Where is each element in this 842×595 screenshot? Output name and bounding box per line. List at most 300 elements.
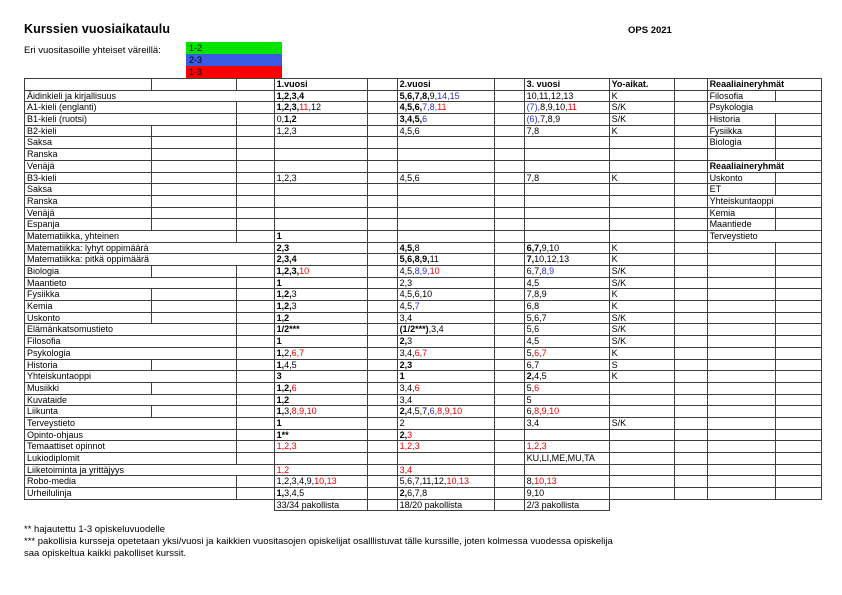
spacer-cell [494, 441, 524, 453]
spacer-cell [494, 277, 524, 289]
yo-cell: S/K [609, 102, 674, 114]
subject-cell [236, 219, 274, 231]
year1-cell [274, 230, 367, 242]
yo-cell: S/K [609, 336, 674, 348]
year1-cell [274, 312, 367, 324]
table-row [25, 242, 822, 254]
table-row [25, 429, 822, 441]
spacer-cell [674, 453, 707, 465]
course-schedule-table [24, 78, 822, 511]
subject-cell: Saksa [25, 137, 152, 149]
year2-cell [397, 114, 494, 126]
spacer-cell [674, 79, 707, 91]
subject-cell [236, 289, 274, 301]
spacer-cell [367, 207, 397, 219]
subject-cell [236, 394, 274, 406]
cell-text: 5,6,7 [526, 312, 547, 323]
subject-cell [151, 230, 236, 242]
cell-text: 11 [429, 254, 439, 265]
spacer-cell [494, 219, 524, 231]
cell-text: 7,8 [526, 125, 540, 136]
year3-cell [524, 488, 609, 500]
cell-text: 1,2 [276, 394, 290, 405]
subject-cell [151, 219, 236, 231]
yo-cell: S/K [609, 114, 674, 126]
spacer-cell [367, 254, 397, 266]
reaali-cell [776, 230, 822, 242]
reaali-cell [776, 382, 822, 394]
reaali-cell [707, 336, 776, 348]
cell-text: 8,9 [541, 266, 555, 277]
cell-text: 6,7, [526, 242, 542, 253]
subject-cell [236, 359, 274, 371]
spacer-cell [367, 266, 397, 278]
reaali-cell [707, 476, 776, 488]
cell-text: 10,12,13 [534, 254, 570, 265]
reaali-cell [776, 254, 822, 266]
subject-cell [151, 382, 236, 394]
reaali-cell [707, 394, 776, 406]
subject-cell [151, 160, 236, 172]
reaali-cell [707, 441, 776, 453]
subject-cell [236, 324, 274, 336]
spacer-cell [494, 242, 524, 254]
cell-text: 2 [399, 417, 405, 428]
reaali-cell [776, 242, 822, 254]
reaali-cell: Biologia [707, 137, 776, 149]
cell-text: (1/2***) [399, 324, 429, 335]
year3-cell [524, 219, 609, 231]
subject-cell [151, 394, 236, 406]
subject-cell [151, 324, 236, 336]
year1-cell [274, 289, 367, 301]
spacer-cell [494, 406, 524, 418]
year3-cell [524, 371, 609, 383]
table-row [25, 336, 822, 348]
subject-cell: Äidinkieli ja kirjallisuus [25, 90, 152, 102]
cell-text: 11 [437, 102, 447, 113]
cell-text: (7), [526, 102, 541, 113]
year2-cell [397, 254, 494, 266]
year2-cell [397, 382, 494, 394]
reaali-cell [776, 312, 822, 324]
cell-text: 5,6,7,8, [399, 90, 430, 101]
spacer-cell [494, 266, 524, 278]
cell-text: 3,4 [399, 312, 413, 323]
spacer-cell [674, 382, 707, 394]
cell-text: 5,6,8,9, [399, 254, 430, 265]
subject-cell [236, 230, 274, 242]
subject-cell [236, 453, 274, 465]
year1-cell [274, 195, 367, 207]
subject-cell [236, 429, 274, 441]
subject-cell: Uskonto [25, 312, 152, 324]
cell-text: 6,7 [534, 347, 547, 358]
cell-text: 2,3 [399, 359, 413, 370]
year2-cell [397, 172, 494, 184]
spacer-cell [674, 266, 707, 278]
spacer-cell [674, 254, 707, 266]
yo-header: Yo-aikat. [609, 79, 674, 91]
year3-cell [524, 429, 609, 441]
spacer-cell [674, 324, 707, 336]
subject-cell [151, 429, 236, 441]
year3-cell [524, 207, 609, 219]
cell-text: 3,4, [399, 347, 415, 358]
spacer-cell [367, 114, 397, 126]
yo-cell [609, 137, 674, 149]
cell-text: 3 [407, 336, 413, 347]
table-row [25, 254, 822, 266]
reaali-cell [776, 394, 822, 406]
year2-cell [397, 312, 494, 324]
cell-text: 6,7, [526, 266, 542, 277]
cell-text: 33/34 pakollista [276, 499, 340, 510]
reaali-cell [707, 464, 776, 476]
year1-cell [274, 207, 367, 219]
spacer-cell [494, 79, 524, 91]
table-row [25, 312, 822, 324]
reaali-cell [776, 184, 822, 196]
subject-cell [236, 242, 274, 254]
cell-text: 3,4,5 [284, 488, 305, 499]
year3-cell [524, 336, 609, 348]
table-row [25, 324, 822, 336]
subject-cell: Yhteiskuntaoppi [25, 371, 152, 383]
spacer-cell [494, 184, 524, 196]
cell-text: 1,2,3,4,9, [276, 476, 315, 487]
spacer-cell [367, 149, 397, 161]
subject-cell: Temaattiset opinnot [25, 441, 152, 453]
cell-text: 10,13 [314, 476, 337, 487]
cell-text: 6,7 [526, 359, 540, 370]
cell-text: 4,5 [526, 336, 540, 347]
table-row [25, 277, 822, 289]
cell-text: 1,2,3, [276, 266, 300, 277]
cell-text: 18/20 pakollista [399, 499, 463, 510]
cell-text: 14,15 [437, 90, 460, 101]
year1-cell [274, 160, 367, 172]
table-row [25, 476, 822, 488]
table-row [25, 114, 822, 126]
subject-cell: Filosofia [25, 336, 152, 348]
spacer-cell [494, 324, 524, 336]
spacer-cell [367, 312, 397, 324]
yo-cell [609, 207, 674, 219]
yo-cell: S/K [609, 312, 674, 324]
reaali-cell [776, 149, 822, 161]
cell-text: 2, [399, 488, 408, 499]
spacer-cell [494, 90, 524, 102]
year1-cell [274, 382, 367, 394]
table-row [25, 417, 822, 429]
subject-cell: Historia [25, 359, 152, 371]
year2-cell [397, 90, 494, 102]
yo-cell [609, 394, 674, 406]
table-row [25, 289, 822, 301]
year2-cell [397, 464, 494, 476]
empty-cell [236, 499, 274, 511]
subject-cell: Robo-media [25, 476, 152, 488]
table-row [25, 160, 822, 172]
year2-cell [397, 336, 494, 348]
spacer-cell [494, 125, 524, 137]
empty-cell [25, 499, 152, 511]
table-row [25, 499, 822, 511]
subject-cell: Maantieto [25, 277, 152, 289]
cell-text: 6,7 [291, 347, 305, 358]
year3-cell [524, 184, 609, 196]
reaali-cell: Fysiikka [707, 125, 776, 137]
subject-cell: Psykologia [25, 347, 152, 359]
yo-cell: K [609, 242, 674, 254]
subject-cell: Fysiikka [25, 289, 152, 301]
subject-cell: Liikunta [25, 406, 152, 418]
subject-cell [151, 289, 236, 301]
table-row [25, 382, 822, 394]
year1-cell [274, 324, 367, 336]
spacer-cell [494, 301, 524, 313]
spacer-cell [367, 336, 397, 348]
year3-cell [524, 289, 609, 301]
cell-text: 1,2, [276, 301, 292, 312]
yo-cell: K [609, 289, 674, 301]
year2-cell [397, 242, 494, 254]
year1-cell [274, 464, 367, 476]
cell-text: 7,8,9 [540, 114, 561, 125]
cell-text: 1 [399, 371, 405, 382]
yo-cell: K [609, 301, 674, 313]
yo-cell: K [609, 371, 674, 383]
table-row [25, 488, 822, 500]
cell-text: 4,5,6 [399, 125, 420, 136]
cell-text: 1,2, [276, 382, 292, 393]
yo-cell: S [609, 359, 674, 371]
spacer-cell [367, 137, 397, 149]
reaali-cell [707, 453, 776, 465]
cell-text: 3,4, [399, 382, 415, 393]
spacer-cell [674, 312, 707, 324]
spacer-cell [494, 137, 524, 149]
yo-cell: S/K [609, 417, 674, 429]
year3-cell [524, 102, 609, 114]
cell-text: 5,6,7,11,12, [399, 476, 447, 487]
empty-cell [674, 499, 707, 511]
cell-text: 4,5 [526, 277, 540, 288]
subject-cell: Terveystieto [25, 417, 152, 429]
spacer-cell [494, 488, 524, 500]
spacer-cell [494, 394, 524, 406]
cell-text: 6,7,8 [407, 488, 428, 499]
year3-cell [524, 476, 609, 488]
year3-total-cell [524, 499, 609, 511]
table-row [25, 453, 822, 465]
year1-cell [274, 219, 367, 231]
cell-text: 5,6 [526, 324, 540, 335]
subject-cell: Biologia [25, 266, 152, 278]
table-row [25, 207, 822, 219]
spacer-cell [367, 347, 397, 359]
year3-cell [524, 417, 609, 429]
cell-text: 1 [276, 277, 282, 288]
yo-cell [609, 219, 674, 231]
empty-cell [609, 499, 674, 511]
subject-cell [151, 301, 236, 313]
spacer-cell [494, 312, 524, 324]
subject-cell [151, 266, 236, 278]
reaali-cell [707, 289, 776, 301]
spacer-cell [674, 417, 707, 429]
year1-cell [274, 488, 367, 500]
cell-text: 1,2 [284, 114, 297, 125]
subject-cell [236, 172, 274, 184]
cell-text: 1/2*** [276, 324, 300, 335]
table-row [25, 230, 822, 242]
spacer-cell [494, 102, 524, 114]
year1-cell [274, 476, 367, 488]
spacer-cell [674, 114, 707, 126]
year2-cell [397, 195, 494, 207]
cell-text: 3 [291, 289, 297, 300]
reaali-cell [776, 90, 822, 102]
cell-text: 4,5, [399, 301, 415, 312]
reaali-cell [776, 277, 822, 289]
table-row [25, 137, 822, 149]
spacer-cell [674, 371, 707, 383]
cell-text: 10,11,12,13 [526, 90, 574, 101]
year3-cell [524, 172, 609, 184]
cell-text: 1, [276, 359, 285, 370]
year1-cell [274, 125, 367, 137]
year2-cell [397, 394, 494, 406]
cell-text: 11 [299, 102, 309, 113]
spacer-cell [674, 488, 707, 500]
table-row [25, 359, 822, 371]
year2-cell [397, 230, 494, 242]
table-header-row [25, 79, 822, 91]
yo-cell [609, 429, 674, 441]
subject-cell [236, 301, 274, 313]
spacer-cell [367, 102, 397, 114]
year3-cell [524, 114, 609, 126]
spacer-cell [367, 382, 397, 394]
spacer-cell [367, 242, 397, 254]
year2-header: 2.vuosi [397, 79, 494, 91]
year3-cell [524, 125, 609, 137]
subject-cell [151, 359, 236, 371]
subject-cell [151, 277, 236, 289]
reaali-cell [776, 301, 822, 313]
spacer-cell [674, 125, 707, 137]
table-row [25, 90, 822, 102]
year3-cell [524, 137, 609, 149]
cell-text: 1,2, [276, 289, 292, 300]
cell-text: 7,8,9 [526, 289, 547, 300]
reaali-cell [776, 336, 822, 348]
spacer-cell [674, 230, 707, 242]
reaali-cell [707, 371, 776, 383]
footnote-line: ** hajautettu 1-3 opiskeluvuodelle [24, 524, 166, 535]
reaali-cell: Filosofia [707, 90, 776, 102]
cell-text: 1** [276, 429, 289, 440]
subject-cell [236, 371, 274, 383]
spacer-cell [494, 499, 524, 511]
cell-text: 8,9,10 [534, 406, 560, 417]
year2-cell [397, 184, 494, 196]
year2-total-cell [397, 499, 494, 511]
spacer-cell [494, 429, 524, 441]
spacer-cell [674, 102, 707, 114]
reaali-cell [776, 172, 822, 184]
cell-text: 1,2,3 [526, 441, 547, 452]
spacer-cell [674, 137, 707, 149]
year2-cell [397, 102, 494, 114]
spacer-cell [674, 359, 707, 371]
page-title: Kurssien vuosiaikataulu [24, 22, 171, 36]
year3-cell [524, 90, 609, 102]
year1-cell [274, 149, 367, 161]
cell-text: 1, [276, 347, 285, 358]
yo-cell [609, 160, 674, 172]
subject-cell [151, 371, 236, 383]
year1-cell [274, 453, 367, 465]
reaali-cell [707, 242, 776, 254]
subject-cell [236, 464, 274, 476]
cell-text: 4,5, [399, 266, 415, 277]
legend-item: 1-2 [186, 42, 282, 54]
year1-total-cell [274, 499, 367, 511]
spacer-cell [674, 347, 707, 359]
spacer-cell [494, 464, 524, 476]
year1-cell [274, 254, 367, 266]
year2-cell [397, 125, 494, 137]
subject-cell [151, 207, 236, 219]
cell-text: 1,2,3,4 [276, 90, 305, 101]
spacer-cell [367, 195, 397, 207]
year2-cell [397, 137, 494, 149]
spacer-cell [674, 289, 707, 301]
legend-item: 1-3 [186, 66, 282, 78]
year3-cell [524, 195, 609, 207]
year1-cell [274, 137, 367, 149]
spacer-cell [367, 406, 397, 418]
reaali-cell: Maantiede [707, 219, 776, 231]
year1-cell [274, 336, 367, 348]
cell-text: 1,2,3 [276, 172, 297, 183]
spacer-cell [367, 160, 397, 172]
spacer-cell [367, 464, 397, 476]
subject-cell [151, 453, 236, 465]
cell-text: 6,8 [526, 301, 540, 312]
year1-cell [274, 406, 367, 418]
subject-cell [236, 441, 274, 453]
spacer-cell [367, 289, 397, 301]
subject-cell: B3-kieli [25, 172, 152, 184]
cell-text: 4,5,6, [399, 102, 423, 113]
cell-text: 7 [414, 301, 420, 312]
subject-cell: Urheilulinja [25, 488, 152, 500]
yo-cell: K [609, 347, 674, 359]
spacer-cell [674, 195, 707, 207]
cell-text: 6, [526, 406, 535, 417]
subject-cell [151, 488, 236, 500]
cell-text: (6), [526, 114, 541, 125]
spacer-cell [367, 184, 397, 196]
subject-cell [151, 336, 236, 348]
year2-cell [397, 359, 494, 371]
reaali-cell: Psykologia [707, 102, 776, 114]
reaali-cell [776, 359, 822, 371]
